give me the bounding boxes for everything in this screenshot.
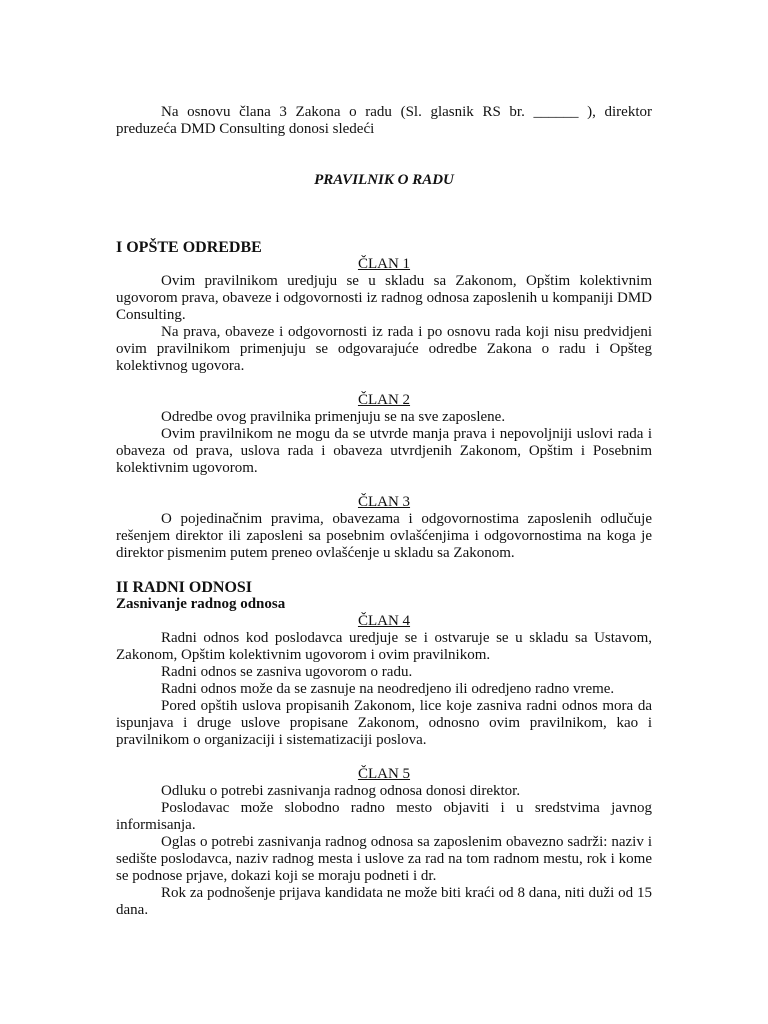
- clan-1-paragraph: Ovim pravilnikom uredjuju se u skladu sa Zakonom, Opštim kolektivnim ugovorom prava, obaveze i odgovornosti iz radnog odnosa zaposlenih u kompaniji DMD Consulting.: [116, 273, 652, 323]
- clan-3-label: ČLAN 3: [357, 494, 411, 510]
- subsection-heading: Zasnivanje radnog odnosa: [116, 596, 286, 612]
- clan-1-paragraph: Na prava, obaveze i odgovornosti iz rada i po osnovu rada koji nisu predvidjeni ovim pravilnikom primenjuju se odgovarajuće odredbe Zakona o radu i Opšteg kolektivnog ugovora.: [116, 324, 652, 374]
- clan-2-label: ČLAN 2: [357, 392, 411, 408]
- clan-4-paragraph: Radni odnos kod poslodavca uredjuje se i ostvaruje se u skladu sa Ustavom, Zakonom, Opštim kolektivnim ugovorom i ovim pravilnikom.: [116, 630, 652, 663]
- clan-5-label: ČLAN 5: [357, 766, 411, 782]
- document-page: [116, 0, 652, 919]
- clan-2-paragraph: Odredbe ovog pravilnika primenjuju se na sve zaposlene.: [161, 409, 506, 425]
- clan-5-paragraph: Odluku o potrebi zasnivanja radnog odnosa donosi direktor.: [161, 783, 521, 799]
- clan-1-label: ČLAN 1: [357, 256, 411, 272]
- section-heading-1: I OPŠTE ODREDBE: [116, 239, 262, 256]
- clan-4-paragraph: Radni odnos se zasniva ugovorom o radu.: [161, 664, 413, 680]
- clan-2-paragraph: Ovim pravilnikom ne mogu da se utvrde manja prava i nepovoljniji uslovi rada i obaveza od prava, uslova rada i obaveza utvrdjenih Zakonom, Opštim i Posebnim kolektivnim ugovorom.: [116, 426, 652, 476]
- clan-5-paragraph: Poslodavac može slobodno radno mesto objaviti i u sredstvima javnog informisanja.: [116, 800, 652, 833]
- clan-5-paragraph: Rok za podnošenje prijava kandidata ne može biti kraći od 8 dana, niti duži od 15 dana.: [116, 885, 652, 918]
- clan-4-paragraph: Radni odnos može da se zasnuje na neodredjeno ili odredjeno radno vreme.: [161, 681, 615, 697]
- clan-4-paragraph: Pored opštih uslova propisanih Zakonom, lice koje zasniva radni odnos mora da ispunjava i druge uslove propisane Zakonom, odnosno ovim pravilnikom, kao i pravilnikom o organizaciji i sistematizaciji poslova.: [116, 698, 652, 748]
- document-title: PRAVILNIK O RADU: [314, 172, 454, 188]
- section-heading-2: II RADNI ODNOSI: [116, 579, 253, 596]
- intro-line-2: preduzeća DMD Consulting donosi sledeći: [116, 121, 375, 137]
- clan-5-paragraph: Oglas o potrebi zasnivanja radnog odnosa sa zaposlenim obavezno sadrži: naziv i sedište poslodavca, naziv radnog mesta i uslove za rad na tom radnom mestu, rok i kome se podnose prjave, dokazi koji se moraju podneti i dr.: [116, 834, 652, 884]
- clan-4-label: ČLAN 4: [357, 613, 411, 629]
- intro-line-1: Na osnovu člana 3 Zakona o radu (Sl. glasnik RS br. ______ ), direktor: [161, 104, 652, 120]
- clan-3-paragraph: O pojedinačnim pravima, obavezama i odgovornostima zaposlenih odlučuje rešenjem direktor ili zaposleni sa posebnim ovlašćenjima i odgovornostima na koga je direktor pismenim putem preneo ovlašćenje u skladu sa Zakonom.: [116, 511, 652, 561]
